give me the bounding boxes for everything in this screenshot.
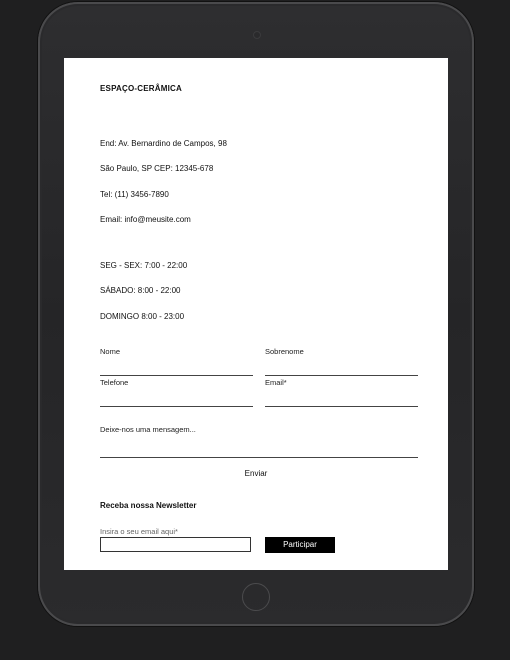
phone-text: Tel: (11) 3456-7890 [100,190,169,199]
brand-title: ESPAÇO-CERÂMICA [100,84,182,93]
email-field[interactable] [265,406,418,407]
last-name-label: Sobrenome [265,347,304,356]
phone-field[interactable] [100,406,253,407]
camera-icon [253,31,261,39]
phone-label: Telefone [100,378,129,387]
hours-weekdays: SEG - SEX: 7:00 - 22:00 [100,261,188,270]
newsletter-email-input[interactable] [100,537,251,552]
email-label: Email* [265,378,287,387]
hours-saturday: SÁBADO: 8:00 - 22:00 [100,286,181,295]
message-label: Deixe-nos uma mensagem... [100,425,196,434]
submit-button[interactable]: Enviar [244,469,268,478]
screen [64,58,448,570]
hours-sunday: DOMINGO 8:00 - 23:00 [100,312,185,321]
newsletter-title: Receba nossa Newsletter [100,501,197,510]
last-name-field[interactable] [265,375,418,376]
email-text: Email: info@meusite.com [100,215,191,224]
home-button[interactable] [242,583,270,611]
first-name-label: Nome [100,347,121,356]
message-field[interactable] [100,457,418,458]
newsletter-email-placeholder: Insira o seu email aqui* [100,527,178,536]
join-button[interactable]: Participar [265,537,335,553]
city-text: São Paulo, SP CEP: 12345-678 [100,164,214,173]
first-name-field[interactable] [100,375,253,376]
address-text: End: Av. Bernardino de Campos, 98 [100,139,227,148]
